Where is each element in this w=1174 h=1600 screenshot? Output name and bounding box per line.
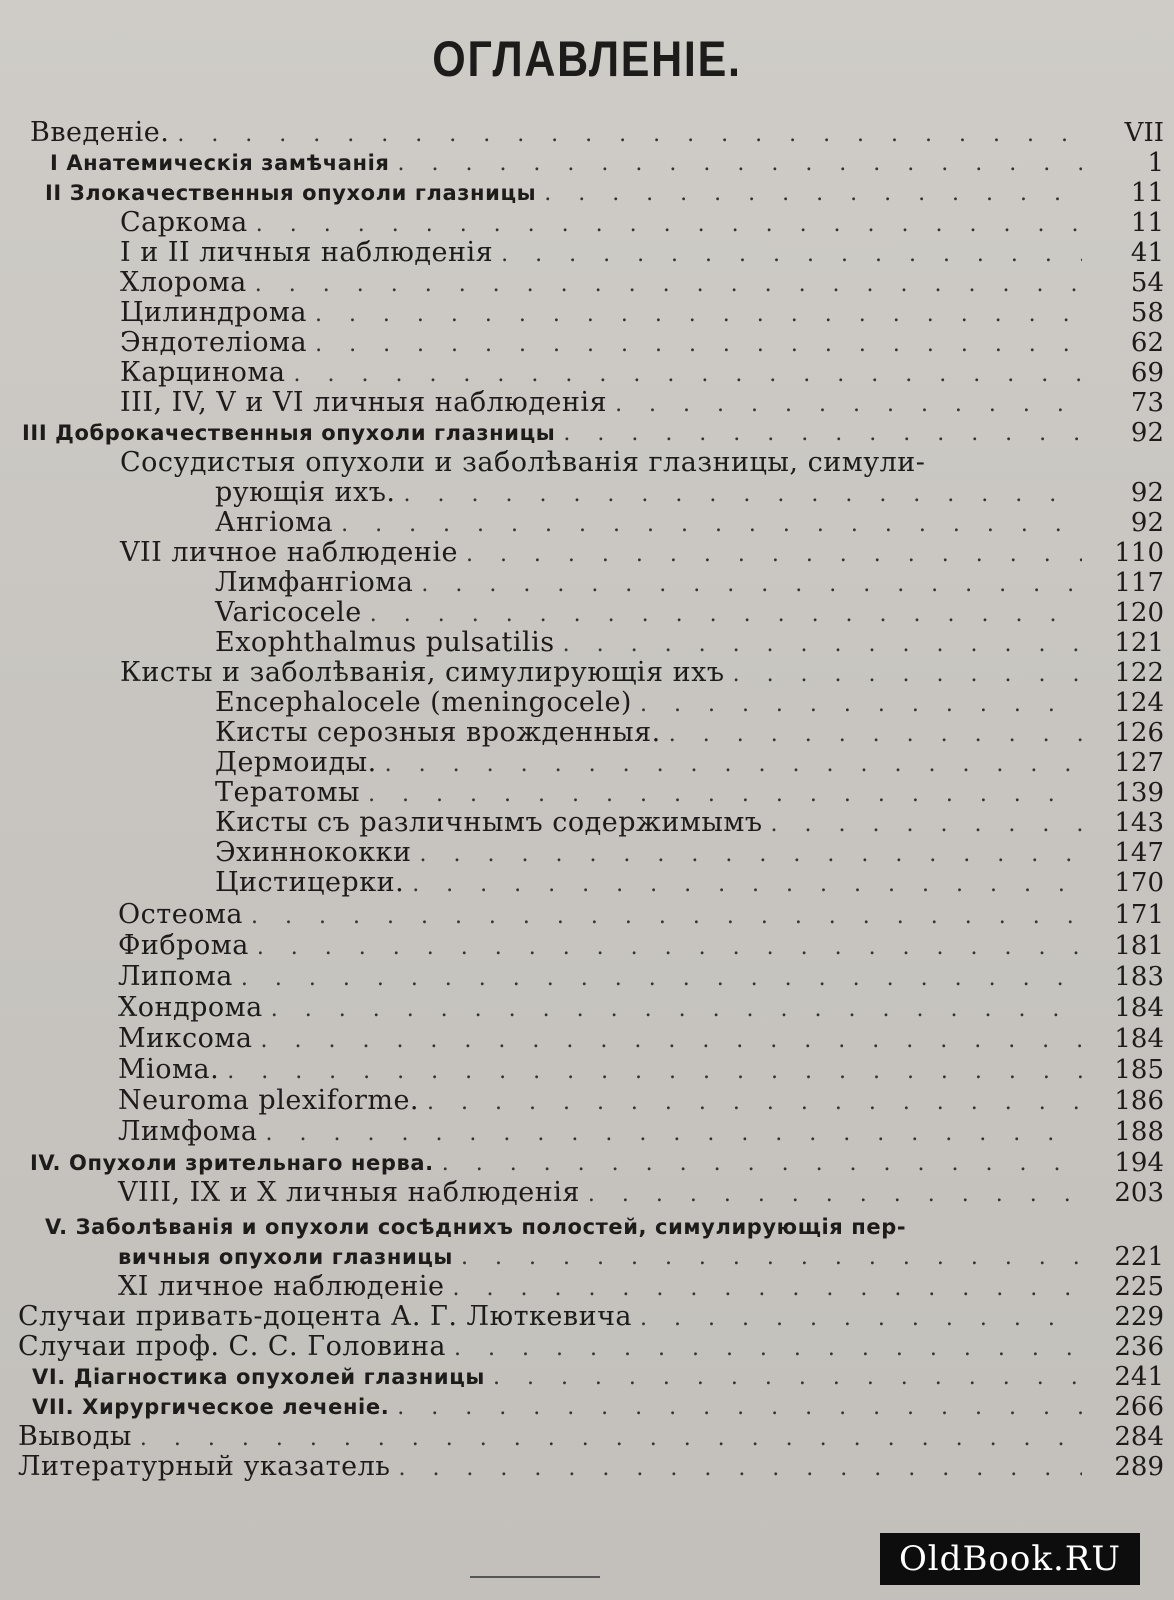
toc-entry-page-number: 126: [1114, 718, 1164, 748]
toc-entry: [120, 207, 1164, 238]
toc-entry-label: вичныя опухоли глазницы: [118, 1245, 454, 1269]
dot-leader: [733, 660, 1082, 690]
toc-entry-label: Случаи проф. С. С. Головина: [18, 1331, 447, 1362]
page-title: ОГЛАВЛЕНІЕ.: [432, 31, 742, 87]
toc-entry: [215, 777, 1164, 808]
toc-entry-label: Кисты и заболѣванія, симулирующія ихъ: [120, 657, 725, 688]
toc-entry-page-number: 229: [1114, 1302, 1164, 1332]
toc-entry-label: Neuroma plexiforme.: [118, 1085, 420, 1116]
dot-leader: [140, 1424, 1082, 1454]
dot-leader: [255, 270, 1082, 300]
dot-leader: [370, 600, 1082, 630]
dot-leader: [341, 510, 1082, 540]
toc-entry: [18, 1301, 1164, 1332]
toc-entry-label: Эхиннококки: [215, 837, 412, 868]
toc-entry-page-number: 73: [1130, 388, 1164, 418]
toc-entry-label: Эндотеліома: [120, 327, 308, 358]
dot-leader: [398, 1454, 1082, 1484]
toc-entry-page-number: 54: [1130, 268, 1164, 298]
toc-entry: [215, 567, 1164, 598]
toc-entry: [215, 477, 1164, 508]
toc-entry-label: VII. Хирургическое леченіе.: [32, 1395, 390, 1419]
toc-entry-label: Миксома: [118, 1023, 253, 1054]
dot-leader: [271, 995, 1082, 1025]
toc-entry: [32, 1392, 1164, 1422]
toc-entry-label: Литературный указатель: [18, 1451, 391, 1482]
toc-entry: [118, 992, 1164, 1023]
dot-leader: [256, 210, 1082, 240]
toc-entry-label: II Злокачественныя опухоли глазницы: [45, 181, 537, 205]
toc-entry-label: Encephalocele (meningocele): [215, 687, 632, 718]
dot-leader: [563, 630, 1082, 660]
dot-leader: [421, 570, 1082, 600]
toc-entry-label: Введеніе.: [30, 117, 170, 148]
toc-entry: [215, 597, 1164, 628]
toc-entry-page-number: 127: [1114, 748, 1164, 778]
dot-leader: [466, 540, 1082, 570]
dot-leader: [385, 750, 1082, 780]
toc-entry-label: VI. Діагностика опухолей глазницы: [32, 1365, 485, 1389]
toc-entry-page-number: 11: [1130, 208, 1164, 238]
dot-leader: [588, 1180, 1082, 1210]
toc-entry-label: Цилиндрома: [120, 297, 307, 328]
toc-entry-label: Тератомы: [215, 777, 361, 808]
toc-entry-page-number: 110: [1114, 538, 1164, 568]
toc-entry: [118, 899, 1164, 930]
toc-entry-label: Сосудистыя опухоли и заболѣванія глазницы, симули-: [120, 447, 926, 478]
dot-leader: [427, 1088, 1082, 1118]
toc-entry-page-number: 221: [1114, 1242, 1164, 1272]
toc-entry-page-number: 122: [1114, 658, 1164, 688]
toc-entry: [215, 507, 1164, 538]
dot-leader: [251, 902, 1082, 932]
toc-entry-page-number: 241: [1114, 1362, 1164, 1392]
toc-entry-label: III, IV, V и VI личныя наблюденія: [120, 387, 608, 418]
toc-entry: [22, 418, 1164, 448]
toc-entry-page-number: VII: [1124, 118, 1164, 148]
dot-leader: [294, 360, 1083, 390]
toc-entry-label: Фиброма: [118, 930, 249, 961]
toc-entry-label: Саркома: [120, 207, 248, 238]
toc-entry-page-number: 170: [1114, 868, 1164, 898]
toc-entry-page-number: 69: [1130, 358, 1164, 388]
toc-entry-label: Лимфома: [118, 1116, 258, 1147]
dot-leader: [420, 840, 1082, 870]
dot-leader: [397, 149, 1082, 179]
toc-entry-page-number: 186: [1114, 1086, 1164, 1116]
toc-entry-page-number: 92: [1130, 508, 1164, 538]
toc-entry: [45, 1212, 1090, 1242]
toc-entry-page-number: 139: [1114, 778, 1164, 808]
dot-leader: [640, 690, 1082, 720]
toc-entry-label: Липома: [118, 961, 233, 992]
toc-entry-page-number: 117: [1114, 568, 1164, 598]
toc-entry: [18, 1451, 1164, 1482]
toc-entry-page-number: 92: [1130, 478, 1164, 508]
toc-entry-page-number: 143: [1114, 808, 1164, 838]
toc-entry-page-number: 58: [1130, 298, 1164, 328]
dot-leader: [404, 480, 1082, 510]
toc-entry: [118, 1023, 1164, 1054]
dot-leader: [315, 300, 1082, 330]
toc-entry-page-number: 236: [1114, 1332, 1164, 1362]
toc-entry: [120, 387, 1164, 418]
toc-entry: [120, 327, 1164, 358]
toc-entry-page-number: 203: [1114, 1178, 1164, 1208]
toc-entry-page-number: 289: [1114, 1452, 1164, 1482]
toc-entry-label: Цистицерки.: [215, 867, 405, 898]
dot-leader: [257, 933, 1082, 963]
toc-entry-label: Лимфангіома: [215, 567, 414, 598]
dot-leader: [397, 1393, 1082, 1423]
toc-entry-page-number: 120: [1114, 598, 1164, 628]
toc-entry-page-number: 11: [1130, 178, 1164, 208]
toc-entry-label: VIII, IX и X личныя наблюденія: [118, 1177, 580, 1208]
toc-entry: [215, 627, 1164, 658]
toc-entry-label: Случаи привать-доцента А. Г. Люткевича: [18, 1301, 633, 1332]
toc-entry: [120, 657, 1164, 688]
toc-entry-label: Дермоиды.: [215, 747, 377, 778]
toc-entry-label: III Доброкачественныя опухоли глазницы: [22, 421, 556, 445]
dot-leader: [454, 1334, 1082, 1364]
toc-entry-page-number: 266: [1114, 1392, 1164, 1422]
toc-entry-page-number: 185: [1114, 1055, 1164, 1085]
toc-entry-label: рующія ихъ.: [215, 477, 396, 508]
toc-entry: [215, 837, 1164, 868]
toc-entry-label: Карцинома: [120, 357, 286, 388]
toc-entry-page-number: 184: [1114, 1024, 1164, 1054]
toc-entry: [118, 930, 1164, 961]
toc-entry: [18, 1331, 1164, 1362]
toc-entry: [120, 237, 1164, 268]
toc-entry-page-number: 225: [1114, 1272, 1164, 1302]
toc-entry: [118, 1242, 1164, 1272]
toc-entry-label: Varicocele: [215, 597, 362, 628]
toc-entry-label: IV. Опухоли зрительнаго нерва.: [30, 1151, 434, 1175]
toc-entry-label: Кисты съ различнымъ содержимымъ: [215, 807, 763, 838]
dot-leader: [227, 1057, 1082, 1087]
toc-entry-label: Хлорома: [120, 267, 247, 298]
toc-entry: [120, 297, 1164, 328]
toc-entry-label: Кисты серозныя врожденныя.: [215, 717, 661, 748]
toc-entry: [215, 717, 1164, 748]
toc-entry-page-number: 188: [1114, 1117, 1164, 1147]
dot-leader: [493, 1363, 1082, 1393]
dot-leader: [412, 870, 1082, 900]
toc-entry: [215, 807, 1164, 838]
dot-leader: [615, 390, 1082, 420]
toc-entry-page-number: 62: [1130, 328, 1164, 358]
toc-entry-page-number: 194: [1114, 1148, 1164, 1178]
toc-entry: [118, 1116, 1164, 1147]
toc-entry-label: Остеома: [118, 899, 244, 930]
toc-entry: [120, 448, 1090, 478]
dot-leader: [640, 1304, 1082, 1334]
toc-entry-page-number: 181: [1114, 931, 1164, 961]
toc-entry-page-number: 1: [1147, 148, 1164, 178]
dot-leader: [368, 780, 1082, 810]
dot-leader: [261, 1026, 1083, 1056]
dot-leader: [241, 964, 1082, 994]
toc-entry: [118, 1054, 1164, 1085]
watermark-logo: OldBook.RU: [880, 1533, 1140, 1585]
dot-leader: [544, 179, 1082, 209]
toc-entry: [30, 1148, 1164, 1178]
toc-entry-page-number: 147: [1114, 838, 1164, 868]
toc-entry-page-number: 171: [1114, 900, 1164, 930]
toc-entry-label: Выводы: [18, 1421, 132, 1452]
toc-entry-page-number: 284: [1114, 1422, 1164, 1452]
dot-leader: [315, 330, 1082, 360]
toc-entry-page-number: 124: [1114, 688, 1164, 718]
toc-entry-label: V. Заболѣванія и опухоли сосѣднихъ полостей, симулирующія пер-: [45, 1215, 907, 1239]
toc-entry: [18, 1421, 1164, 1452]
toc-entry: [118, 1085, 1164, 1116]
toc-entry: [215, 747, 1164, 778]
dot-leader: [177, 120, 1082, 150]
dot-leader: [266, 1119, 1082, 1149]
toc-entry: [30, 117, 1164, 148]
dot-leader: [461, 1243, 1082, 1273]
toc-entry-label: Exophthalmus pulsatilis: [215, 627, 555, 658]
toc-entry: [45, 178, 1164, 208]
dot-leader: [501, 240, 1082, 270]
divider: [470, 1576, 600, 1578]
toc-entry-label: I Анатемическія замѣчанія: [50, 151, 390, 175]
toc-entry: [32, 1362, 1164, 1392]
toc-entry-label: Ангіома: [215, 507, 334, 538]
toc-entry-label: Хондрома: [118, 992, 263, 1023]
toc-entry: [120, 537, 1164, 568]
toc-entry-label: I и II личныя наблюденія: [120, 237, 494, 268]
toc-entry: [118, 961, 1164, 992]
dot-leader: [669, 720, 1082, 750]
toc-entry-page-number: 41: [1130, 238, 1164, 268]
toc-entry-page-number: 92: [1130, 418, 1164, 448]
toc-entry: [215, 687, 1164, 718]
toc-entry: [50, 148, 1164, 178]
toc-entry: [120, 267, 1164, 298]
toc-entry-label: VII личное наблюденіе: [120, 537, 458, 568]
toc-entry: [215, 867, 1164, 898]
toc-entry: [118, 1271, 1164, 1302]
toc-entry-page-number: 183: [1114, 962, 1164, 992]
toc-entry-page-number: 184: [1114, 993, 1164, 1023]
toc-entry: [120, 357, 1164, 388]
dot-leader: [771, 810, 1082, 840]
dot-leader: [563, 419, 1082, 449]
toc-entry: [118, 1177, 1164, 1208]
dot-leader: [442, 1149, 1082, 1179]
toc-entry-label: Міома.: [118, 1054, 220, 1085]
dot-leader: [453, 1274, 1083, 1304]
toc-entry-label: XI личное наблюденіе: [118, 1271, 445, 1302]
toc-entry-page-number: 121: [1114, 628, 1164, 658]
